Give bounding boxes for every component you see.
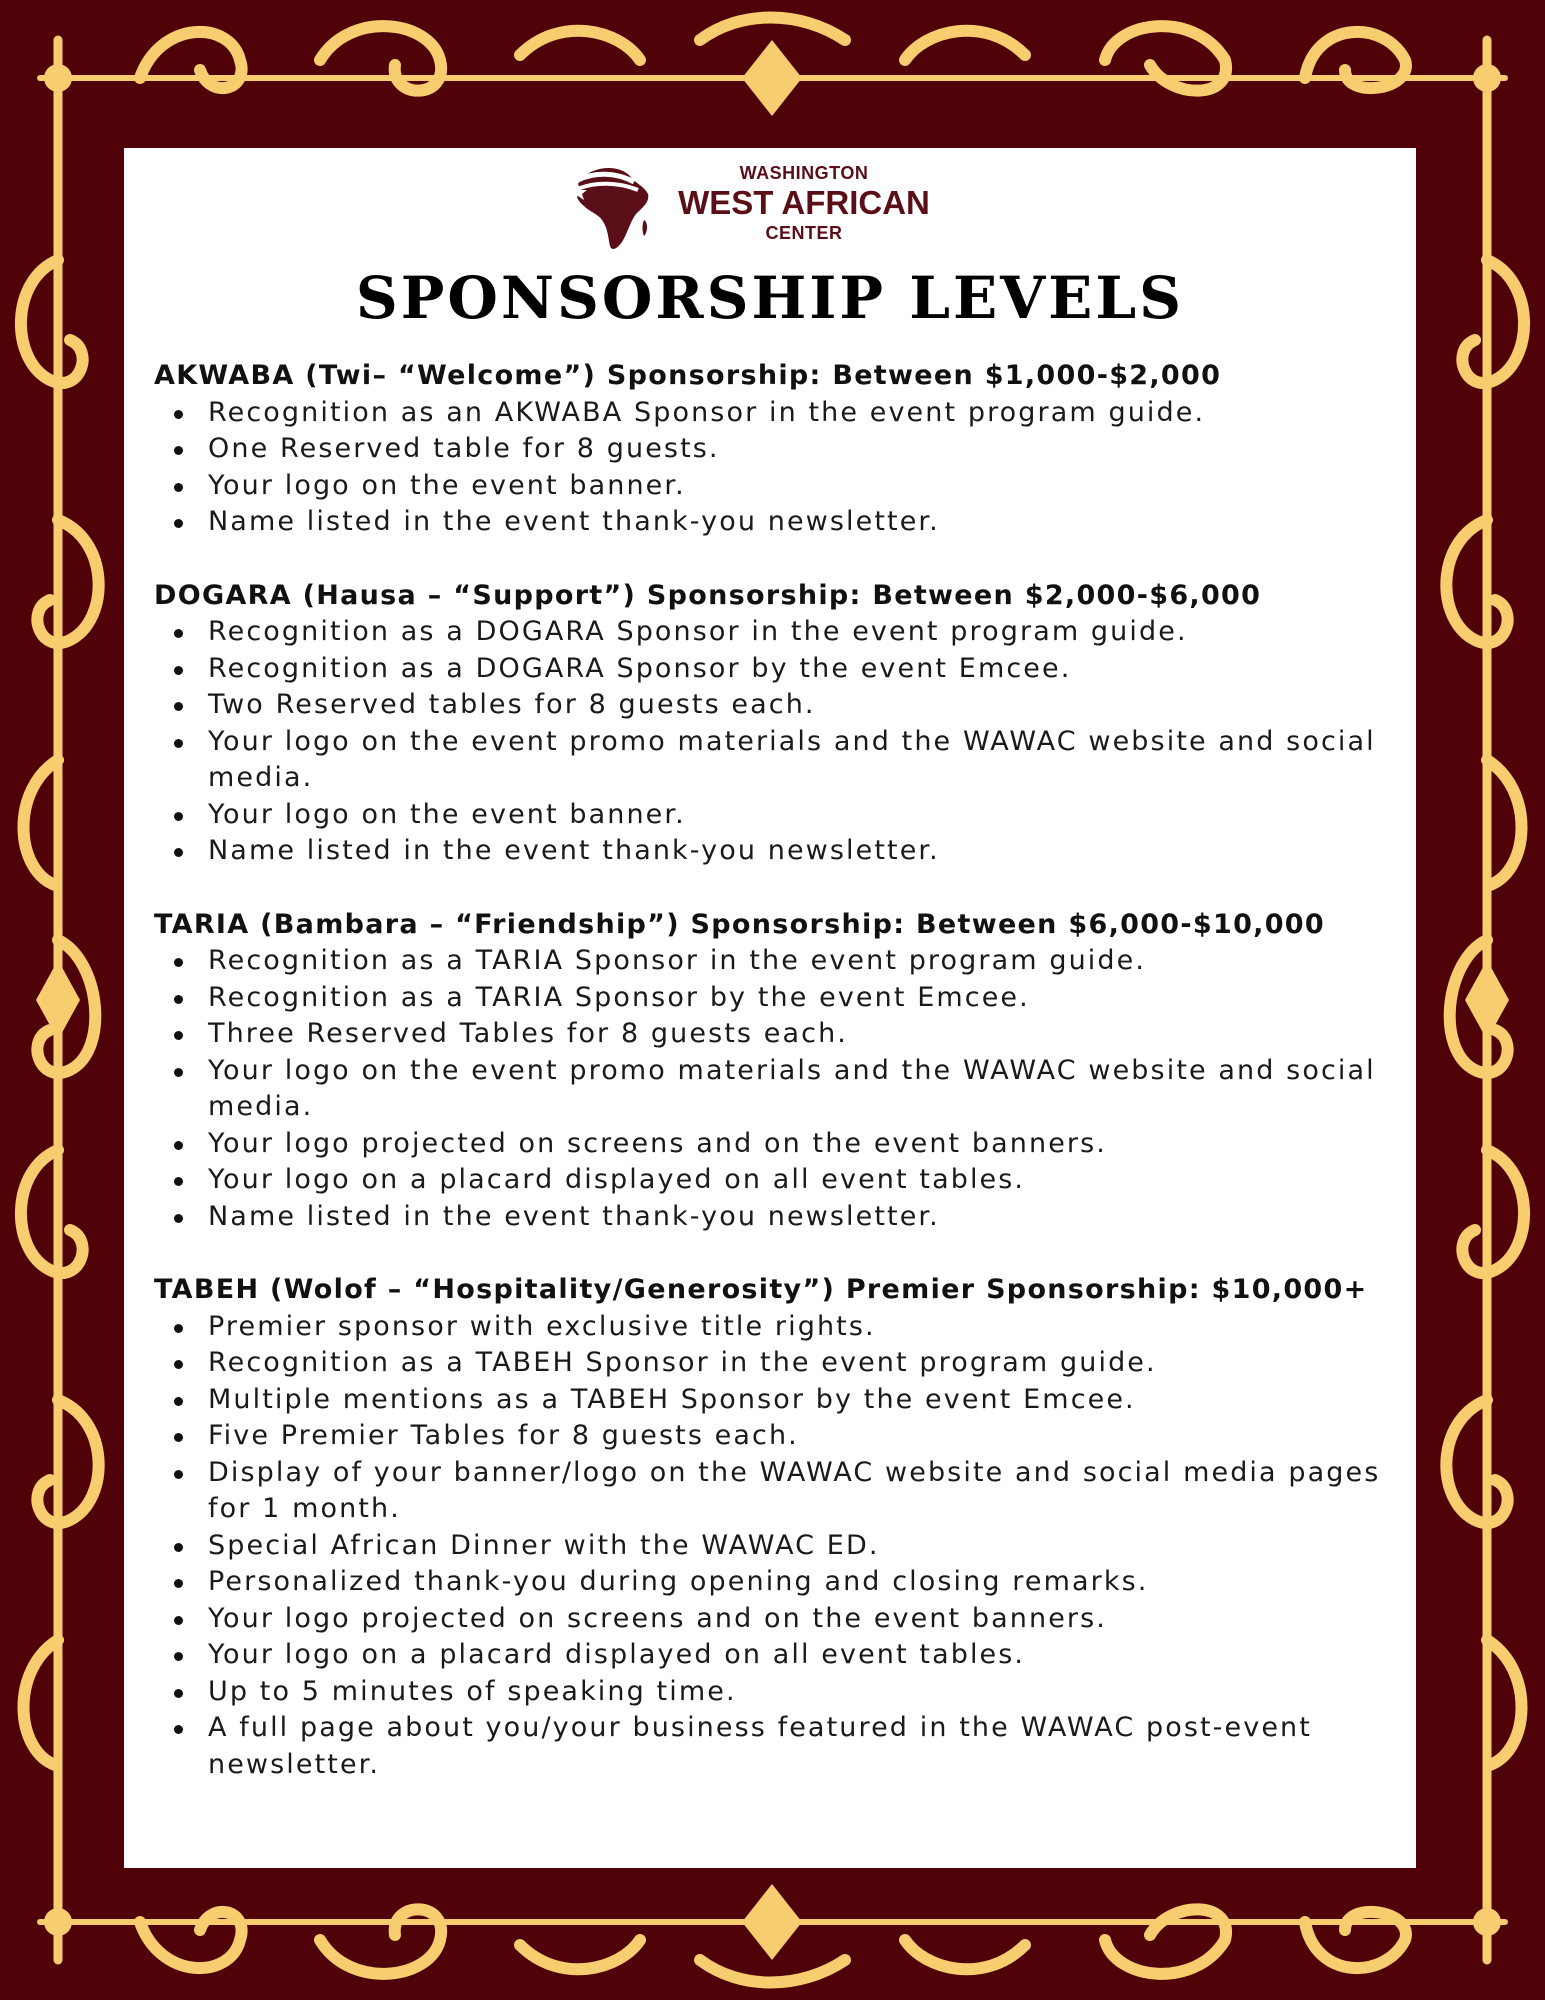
benefit-item: Premier sponsor with exclusive title rights. bbox=[154, 1309, 1404, 1346]
benefit-list bbox=[154, 1309, 1404, 1784]
sponsorship-level-taria bbox=[154, 907, 1404, 1236]
benefit-item: Your logo on the event banner. bbox=[154, 468, 1404, 505]
benefit-item: Recognition as an AKWABA Sponsor in the event program guide. bbox=[154, 395, 1404, 432]
benefit-item: Recognition as a TARIA Sponsor in the event program guide. bbox=[154, 943, 1404, 980]
content-panel bbox=[124, 148, 1416, 1868]
benefit-item: Name listed in the event thank-you newsletter. bbox=[154, 504, 1404, 541]
benefit-item: Two Reserved tables for 8 guests each. bbox=[154, 687, 1404, 724]
benefit-item: Multiple mentions as a TABEH Sponsor by the event Emcee. bbox=[154, 1382, 1404, 1419]
benefit-item: Recognition as a TARIA Sponsor by the event Emcee. bbox=[154, 980, 1404, 1017]
benefit-item: Your logo on the event promo materials and the WAWAC website and social media. bbox=[154, 1053, 1404, 1126]
benefit-item: Three Reserved Tables for 8 guests each. bbox=[154, 1016, 1404, 1053]
benefit-item: Recognition as a DOGARA Sponsor in the event program guide. bbox=[154, 614, 1404, 651]
logo-wordmark bbox=[674, 162, 934, 244]
benefit-item: Name listed in the event thank-you newsletter. bbox=[154, 833, 1404, 870]
benefit-item: Your logo on a placard displayed on all event tables. bbox=[154, 1637, 1404, 1674]
benefit-item: Your logo projected on screens and on the event banners. bbox=[154, 1126, 1404, 1163]
sponsorship-level-dogara bbox=[154, 578, 1404, 870]
sponsorship-level-tabeh bbox=[154, 1272, 1404, 1783]
benefit-item: Your logo on the event banner. bbox=[154, 797, 1404, 834]
benefit-item: Your logo on a placard displayed on all event tables. bbox=[154, 1162, 1404, 1199]
benefit-list bbox=[154, 614, 1404, 870]
logo-line-west-african: WEST AFRICAN bbox=[678, 184, 930, 221]
benefit-item: Your logo on the event promo materials and the WAWAC website and social media. bbox=[154, 724, 1404, 797]
benefit-item: Personalized thank-you during opening and closing remarks. bbox=[154, 1564, 1404, 1601]
benefit-list bbox=[154, 943, 1404, 1235]
sponsorship-levels bbox=[154, 358, 1404, 1820]
benefit-item: Name listed in the event thank-you newsletter. bbox=[154, 1199, 1404, 1236]
organization-logo bbox=[564, 156, 984, 256]
benefit-item: Five Premier Tables for 8 guests each. bbox=[154, 1418, 1404, 1455]
africa-map-icon bbox=[564, 156, 654, 256]
level-heading: TARIA (Bambara – “Friendship”) Sponsorship: Between $6,000-$10,000 bbox=[154, 908, 1325, 940]
benefit-item: A full page about you/your business featured in the WAWAC post-event newsletter. bbox=[154, 1710, 1404, 1783]
benefit-item: Special African Dinner with the WAWAC ED. bbox=[154, 1528, 1404, 1565]
logo-line-washington: WASHINGTON bbox=[739, 163, 869, 183]
benefit-item: Recognition as a DOGARA Sponsor by the event Emcee. bbox=[154, 651, 1404, 688]
level-heading: DOGARA (Hausa – “Support”) Sponsorship: Between $2,000-$6,000 bbox=[154, 579, 1262, 611]
benefit-item: Up to 5 minutes of speaking time. bbox=[154, 1674, 1404, 1711]
level-heading: AKWABA (Twi– “Welcome”) Sponsorship: Between $1,000-$2,000 bbox=[154, 360, 1222, 391]
benefit-item: Your logo projected on screens and on the event banners. bbox=[154, 1601, 1404, 1638]
benefit-item: Display of your banner/logo on the WAWAC website and social media pages for 1 month. bbox=[154, 1455, 1404, 1528]
benefit-list bbox=[154, 395, 1404, 541]
benefit-item: Recognition as a TABEH Sponsor in the event program guide. bbox=[154, 1345, 1404, 1382]
logo-line-center: CENTER bbox=[765, 223, 843, 243]
benefit-item: One Reserved table for 8 guests. bbox=[154, 431, 1404, 468]
level-heading: TABEH (Wolof – “Hospitality/Generosity”) Premier Sponsorship: $10,000+ bbox=[154, 1274, 1368, 1305]
sponsorship-level-akwaba bbox=[154, 358, 1404, 541]
page-title: SPONSORSHIP LEVELS bbox=[355, 264, 1185, 332]
